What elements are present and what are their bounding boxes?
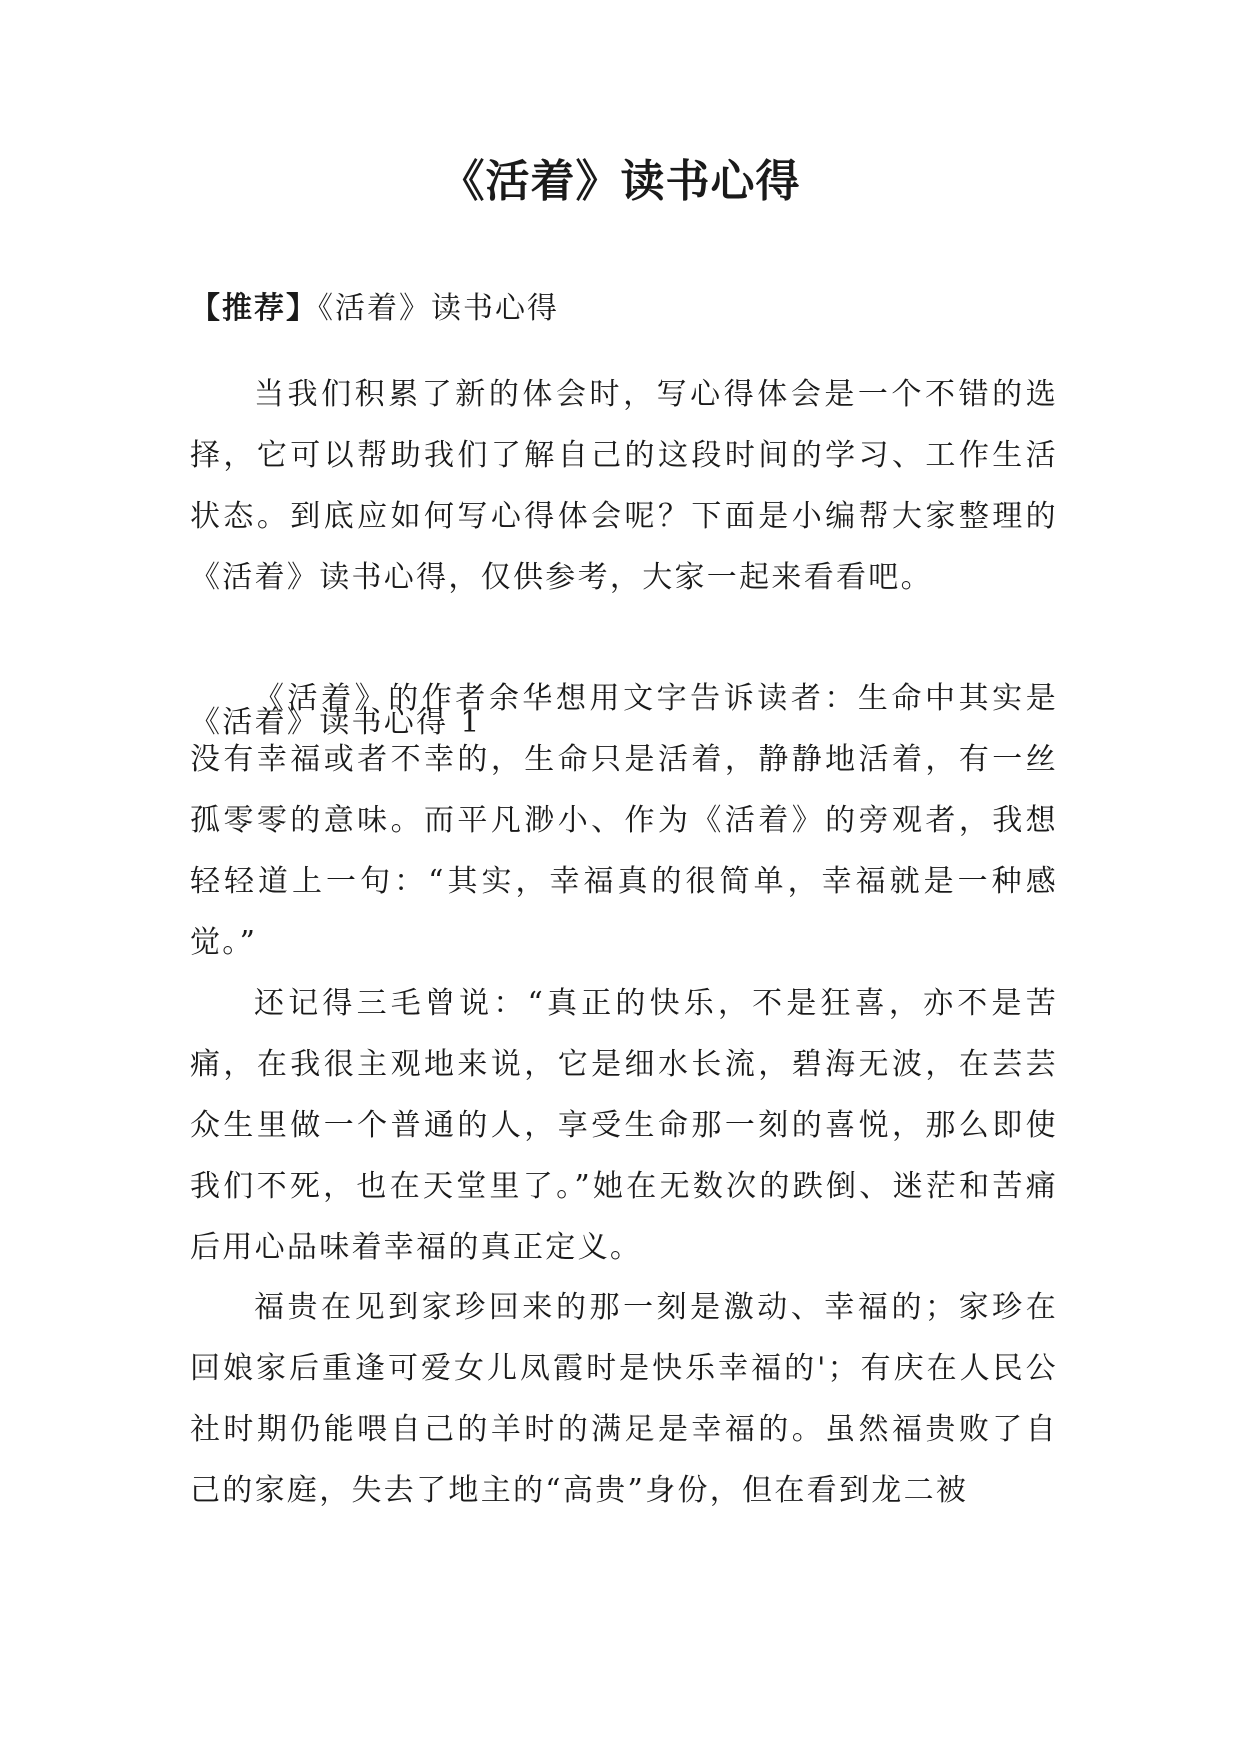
intro-paragraph: 当我们积累了新的体会时，写心得体会是一个不错的选择，它可以帮助我们了解自己的这段时间的学习、工作生活状态。到底应如何写心得体会呢？下面是小编帮大家整理的《活着》读书心得，仅供参考，大家一起来看看吧。 [190,377,1058,595]
body-paragraph-2: 还记得三毛曾说：“真正的快乐，不是狂喜，亦不是苦痛，在我很主观地来说，它是细水长流，碧海无波，在芸芸众生里做一个普通的人，享受生命那一刻的喜悦，那么即使我们不死，也在天堂里了。”她在无数次的跌倒、迷茫和苦痛后用心品味着幸福的真正定义。 [190,986,1058,1265]
body-paragraph-1: 《活着》的作者余华想用文字告诉读者：生命中其实是没有幸福或者不幸的，生命只是活着，静静地活着，有一丝孤零零的意味。而平凡渺小、作为《活着》的旁观者，我想轻轻道上一句：“其实，幸福真的很简单，幸福就是一种感觉。” [190,681,1058,960]
body-paragraph-3: 福贵在见到家珍回来的那一刻是激动、幸福的；家珍在回娘家后重逢可爱女儿凤霞时是快乐幸福的'；有庆在人民公社时期仍能喂自己的羊时的满足是幸福的。虽然福贵败了自己的家庭，失去了地主的“高贵”身份，但在看到龙二被 [190,1290,1058,1508]
subtitle-text: 《活着》读书心得 [318,291,559,326]
document-subtitle [190,289,559,329]
document-title: 《活着》读书心得 [440,156,801,207]
section-heading: 《活着》读书心得 1 [190,705,482,740]
recommend-tag: 【推荐】 [190,291,318,326]
